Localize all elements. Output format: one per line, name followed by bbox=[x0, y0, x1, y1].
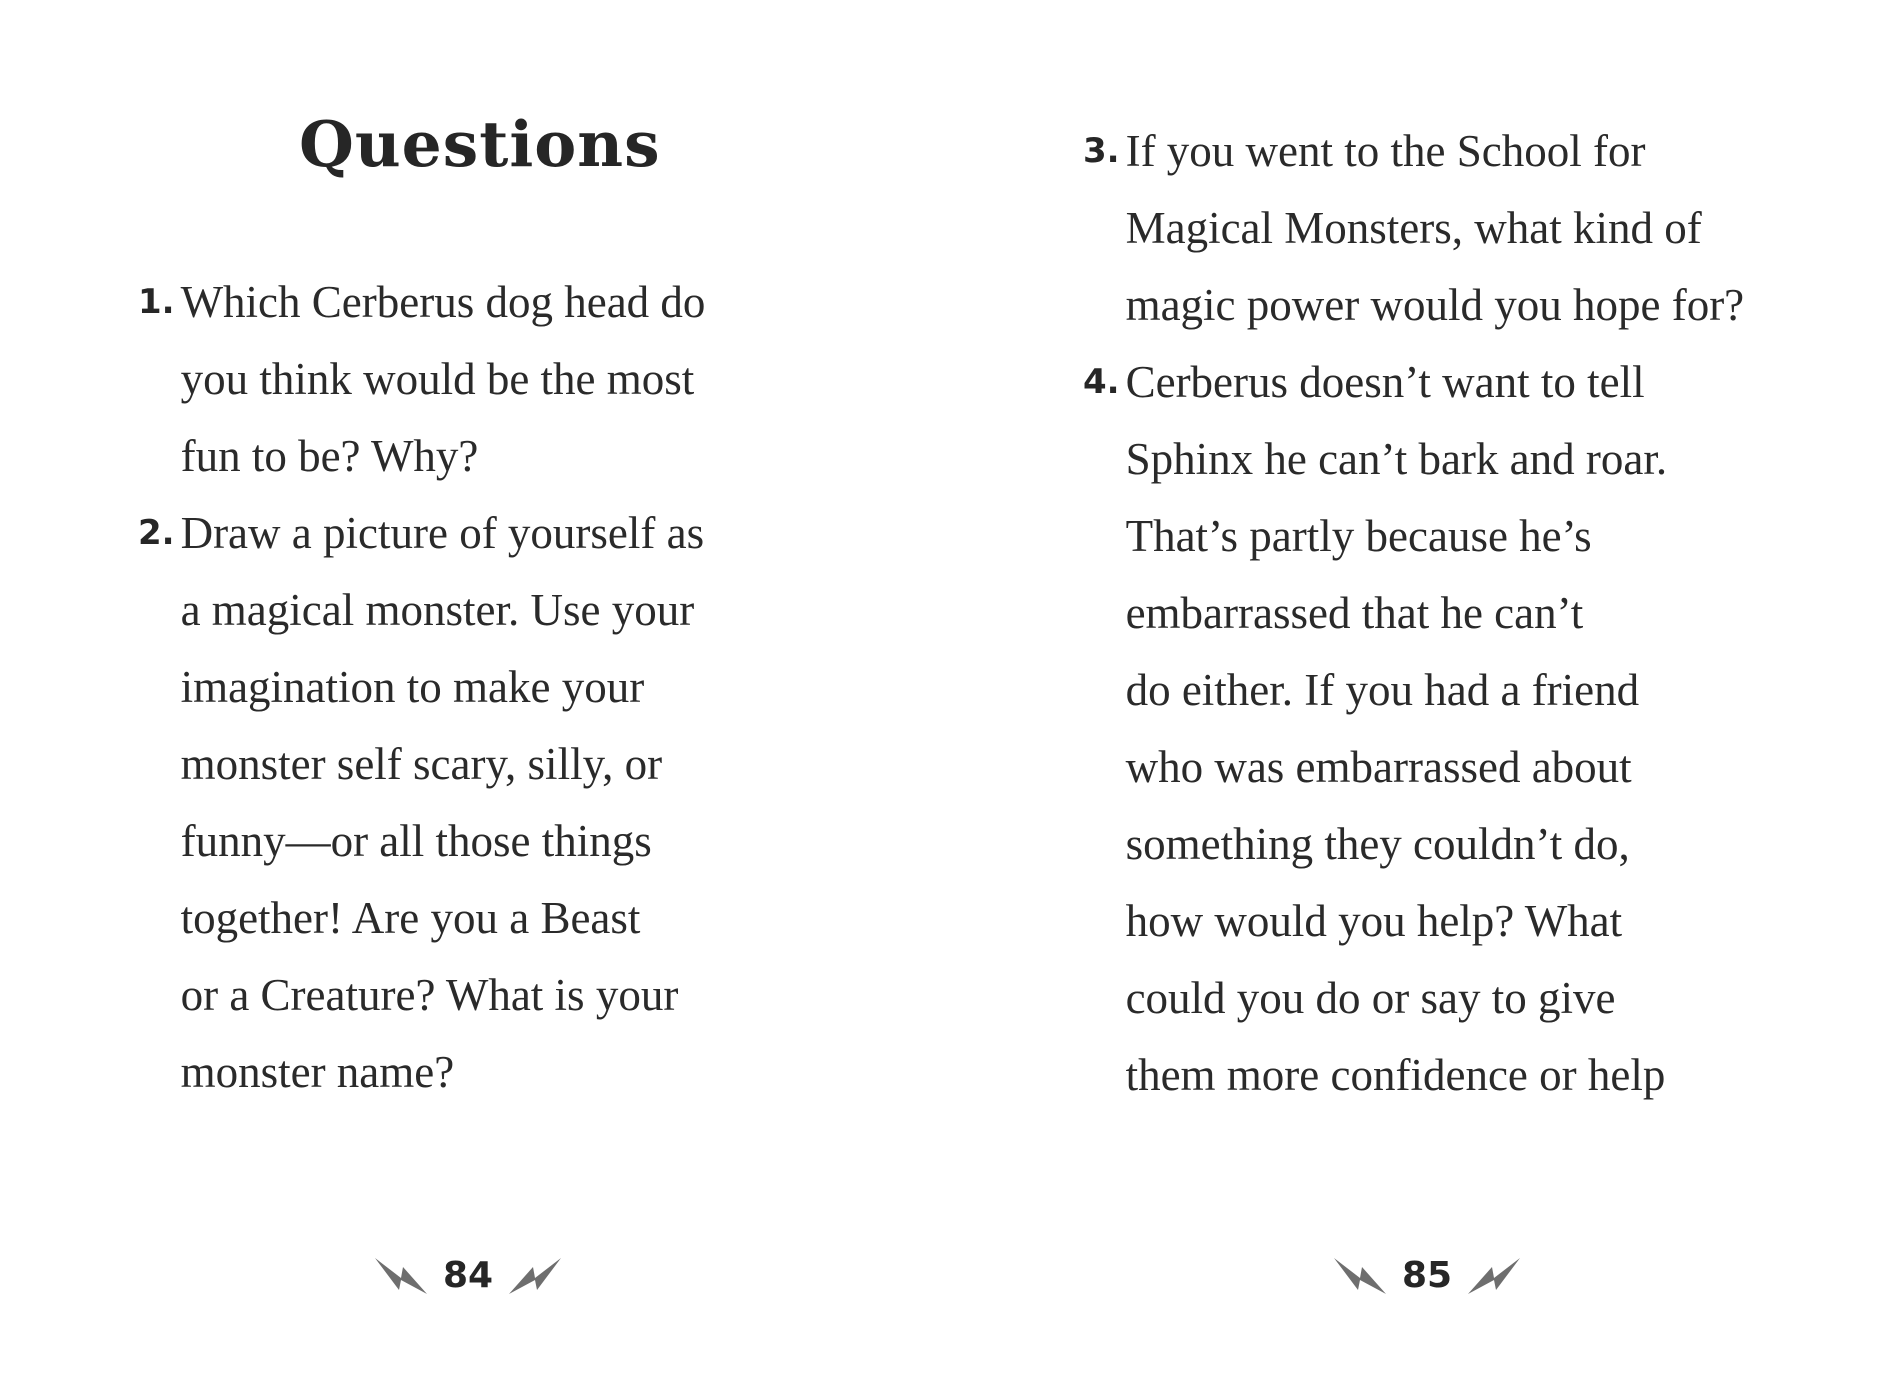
page-number-footer bbox=[1332, 1246, 1522, 1306]
question-line: Sphinx he can’t bark and roar. bbox=[1125, 434, 1668, 484]
question-line: you think would be the most bbox=[180, 354, 695, 404]
question-line: do either. If you had a friend bbox=[1125, 665, 1640, 715]
question-line: a magical monster. Use your bbox=[180, 585, 695, 635]
page-number-footer bbox=[373, 1246, 563, 1306]
page-title: Questions bbox=[299, 107, 661, 181]
question-text bbox=[1126, 113, 1745, 344]
question-number: 1. bbox=[138, 282, 175, 322]
lightning-bolt-icon bbox=[373, 1254, 429, 1298]
question-list-left bbox=[138, 264, 705, 1111]
question-line: something they couldn’t do, bbox=[1125, 819, 1630, 869]
question-1 bbox=[138, 264, 705, 495]
question-number: 3. bbox=[1083, 131, 1120, 171]
question-line: could you do or say to give bbox=[1125, 973, 1616, 1023]
page-number: 85 bbox=[1402, 1255, 1453, 1296]
question-text bbox=[181, 495, 705, 1111]
question-line: If you went to the School for bbox=[1125, 126, 1646, 176]
question-text bbox=[181, 264, 706, 495]
page-number: 84 bbox=[443, 1255, 494, 1296]
question-line: magic power would you hope for? bbox=[1125, 280, 1745, 330]
question-line: funny—or all those things bbox=[180, 816, 652, 866]
question-2 bbox=[138, 495, 705, 1111]
lightning-bolt-icon bbox=[507, 1254, 563, 1298]
lightning-bolt-icon bbox=[1332, 1254, 1388, 1298]
question-line: together! Are you a Beast bbox=[180, 893, 641, 943]
question-line: Cerberus doesn’t want to tell bbox=[1125, 357, 1645, 407]
question-line: Magical Monsters, what kind of bbox=[1125, 203, 1702, 253]
question-line: Draw a picture of yourself as bbox=[180, 508, 705, 558]
question-list-right bbox=[1083, 113, 1744, 1114]
question-line: embarrassed that he can’t bbox=[1125, 588, 1584, 638]
question-line: That’s partly because he’s bbox=[1125, 511, 1592, 561]
question-line: fun to be? Why? bbox=[180, 431, 479, 481]
question-3 bbox=[1083, 113, 1744, 344]
question-line: imagination to make your bbox=[180, 662, 645, 712]
question-line: them more confidence or help bbox=[1125, 1050, 1666, 1100]
question-4 bbox=[1083, 344, 1744, 1114]
lightning-bolt-icon bbox=[1466, 1254, 1522, 1298]
question-number: 4. bbox=[1083, 362, 1120, 402]
question-number: 2. bbox=[138, 513, 175, 553]
question-line: monster self scary, silly, or bbox=[180, 739, 663, 789]
question-line: Which Cerberus dog head do bbox=[180, 277, 706, 327]
question-line: or a Creature? What is your bbox=[180, 970, 679, 1020]
question-line: monster name? bbox=[180, 1047, 455, 1097]
question-text bbox=[1126, 344, 1668, 1114]
question-line: who was embarrassed about bbox=[1125, 742, 1632, 792]
left-page bbox=[0, 0, 940, 1400]
question-line: how would you help? What bbox=[1125, 896, 1623, 946]
right-page bbox=[940, 0, 1881, 1400]
